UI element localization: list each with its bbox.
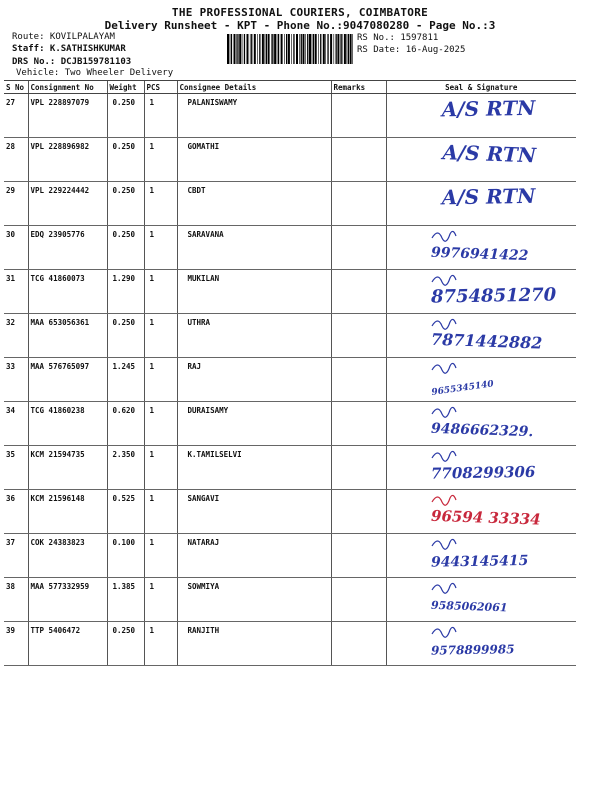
cell-remarks (331, 226, 386, 270)
col-header-consignment: Consignment No (28, 81, 107, 94)
cell-sno: 27 (4, 94, 28, 138)
signature-text: 9976941422 (430, 244, 529, 265)
cell-weight: 0.250 (107, 138, 144, 182)
col-header-remarks: Remarks (331, 81, 386, 94)
cell-signature (386, 358, 576, 402)
handwritten-signature (427, 444, 600, 488)
cell-signature (386, 578, 576, 622)
col-header-weight: Weight (107, 81, 144, 94)
cell-consignee: CBDT (177, 182, 331, 226)
cell-sno: 31 (4, 270, 28, 314)
rs-date: RS Date: 16-Aug-2025 (357, 45, 466, 55)
table-row (4, 94, 576, 138)
cell-sno: 32 (4, 314, 28, 358)
cell-consignee: SOWMIYA (177, 578, 331, 622)
signature-text: A/S RTN (441, 95, 536, 122)
cell-remarks (331, 358, 386, 402)
cell-sno: 35 (4, 446, 28, 490)
handwritten-signature (427, 180, 600, 224)
cell-consignment: VPL 229224442 (28, 182, 107, 226)
cell-remarks (331, 534, 386, 578)
table-row (4, 270, 576, 314)
cell-signature (386, 446, 576, 490)
cell-pcs: 1 (144, 446, 177, 490)
cell-weight: 0.250 (107, 226, 144, 270)
cell-consignee: RANJITH (177, 622, 331, 666)
cell-sno: 30 (4, 226, 28, 270)
cell-weight: 0.250 (107, 314, 144, 358)
cell-remarks (331, 578, 386, 622)
handwritten-signature (427, 136, 600, 180)
cell-remarks (331, 402, 386, 446)
staff-label: Staff: K.SATHISHKUMAR (12, 44, 126, 54)
table-row (4, 578, 576, 622)
cell-pcs: 1 (144, 182, 177, 226)
cell-sno: 28 (4, 138, 28, 182)
cell-sno: 34 (4, 402, 28, 446)
handwritten-signature (427, 92, 600, 136)
cell-consignee: MUKILAN (177, 270, 331, 314)
handwritten-signature (427, 268, 600, 312)
runsheet-subtitle: Delivery Runsheet - KPT - Phone No.:9047080280 - Page No.:3 (104, 19, 496, 32)
col-header-pcs: PCS (144, 81, 177, 94)
cell-pcs: 1 (144, 314, 177, 358)
signature-text: 9655345140 (430, 379, 494, 398)
cell-consignment: EDQ 23905776 (28, 226, 107, 270)
vehicle-label: Vehicle: Two Wheeler Delivery (16, 68, 174, 78)
signature-text: 9486662329. (430, 420, 534, 441)
cell-consignment: COK 24383823 (28, 534, 107, 578)
handwritten-signature (427, 576, 600, 620)
cell-signature (386, 622, 576, 666)
col-header-sno: S No (4, 81, 28, 94)
cell-pcs: 1 (144, 94, 177, 138)
cell-pcs: 1 (144, 138, 177, 182)
cell-signature (386, 270, 576, 314)
cell-consignee: K.TAMILSELVI (177, 446, 331, 490)
table-row (4, 402, 576, 446)
table-row (4, 182, 576, 226)
cell-weight: 0.100 (107, 534, 144, 578)
cell-sno: 39 (4, 622, 28, 666)
cell-weight: 0.250 (107, 182, 144, 226)
cell-consignee: PALANISWAMY (177, 94, 331, 138)
cell-sno: 38 (4, 578, 28, 622)
signature-text: 8754851270 (430, 284, 556, 308)
cell-pcs: 1 (144, 490, 177, 534)
cell-pcs: 1 (144, 270, 177, 314)
cell-remarks (331, 182, 386, 226)
cell-consignee: UTHRA (177, 314, 331, 358)
company-title: THE PROFESSIONAL COURIERS, COIMBATORE (171, 6, 429, 19)
handwritten-signature (427, 224, 600, 268)
cell-consignee: DURAISAMY (177, 402, 331, 446)
cell-signature (386, 138, 576, 182)
signature-text: 9443145415 (430, 552, 529, 571)
cell-pcs: 1 (144, 402, 177, 446)
table-row (4, 138, 576, 182)
col-header-consignee: Consignee Details (177, 81, 331, 94)
cell-remarks (331, 138, 386, 182)
cell-pcs: 1 (144, 226, 177, 270)
table-row (4, 314, 576, 358)
cell-weight: 0.525 (107, 490, 144, 534)
cell-signature (386, 94, 576, 138)
cell-weight: 2.350 (107, 446, 144, 490)
table-row (4, 534, 576, 578)
cell-weight: 0.250 (107, 94, 144, 138)
table-row (4, 446, 576, 490)
handwritten-signature (427, 356, 600, 400)
cell-sno: 33 (4, 358, 28, 402)
cell-consignment: VPL 228896982 (28, 138, 107, 182)
cell-consignee: SANGAVI (177, 490, 331, 534)
handwritten-signature (427, 620, 600, 664)
cell-consignment: MAA 577332959 (28, 578, 107, 622)
cell-consignment: TCG 41860238 (28, 402, 107, 446)
signature-text: A/S RTN (441, 140, 537, 168)
cell-pcs: 1 (144, 622, 177, 666)
drs-label: DRS No.: DCJB159781103 (12, 57, 132, 67)
cell-consignment: TCG 41860073 (28, 270, 107, 314)
cell-remarks (331, 446, 386, 490)
cell-remarks (331, 270, 386, 314)
signature-text: 9578899985 (430, 642, 515, 658)
col-header-signature: Seal & Signature (386, 81, 576, 94)
cell-remarks (331, 314, 386, 358)
table-row (4, 622, 576, 666)
cell-consignee: GOMATHI (177, 138, 331, 182)
cell-remarks (331, 490, 386, 534)
cell-remarks (331, 94, 386, 138)
cell-weight: 0.250 (107, 622, 144, 666)
cell-consignment: MAA 576765097 (28, 358, 107, 402)
table-row (4, 358, 576, 402)
signature-text: A/S RTN (441, 183, 536, 210)
handwritten-signature (427, 400, 600, 444)
cell-sno: 36 (4, 490, 28, 534)
cell-consignment: MAA 653056361 (28, 314, 107, 358)
cell-consignment: KCM 21594735 (28, 446, 107, 490)
signature-text: 7708299306 (430, 462, 536, 483)
handwritten-signature (427, 488, 600, 532)
route-label: Route: KOVILPALAYAM (12, 32, 115, 42)
cell-consignee: NATARAJ (177, 534, 331, 578)
cell-sno: 29 (4, 182, 28, 226)
cell-consignment: TTP 5406472 (28, 622, 107, 666)
cell-weight: 0.620 (107, 402, 144, 446)
barcode-image (227, 34, 353, 64)
cell-signature (386, 314, 576, 358)
signature-text: 9585062061 (430, 598, 508, 615)
cell-remarks (331, 622, 386, 666)
table-row (4, 226, 576, 270)
cell-sno: 37 (4, 534, 28, 578)
cell-weight: 1.290 (107, 270, 144, 314)
table-row (4, 490, 576, 534)
cell-signature (386, 534, 576, 578)
cell-consignee: RAJ (177, 358, 331, 402)
handwritten-signature (427, 532, 600, 576)
cell-signature (386, 402, 576, 446)
cell-consignee: SARAVANA (177, 226, 331, 270)
cell-weight: 1.385 (107, 578, 144, 622)
signature-text: 96594 33334 (430, 506, 541, 529)
cell-pcs: 1 (144, 534, 177, 578)
runsheet-table (4, 80, 576, 666)
cell-pcs: 1 (144, 578, 177, 622)
cell-consignment: VPL 228897079 (28, 94, 107, 138)
cell-signature (386, 182, 576, 226)
cell-consignment: KCM 21596148 (28, 490, 107, 534)
cell-signature (386, 490, 576, 534)
cell-pcs: 1 (144, 358, 177, 402)
cell-signature (386, 226, 576, 270)
cell-weight: 1.245 (107, 358, 144, 402)
handwritten-signature (427, 312, 600, 356)
rs-number: RS No.: 1597811 (357, 33, 439, 43)
signature-text: 7871442882 (430, 329, 543, 353)
